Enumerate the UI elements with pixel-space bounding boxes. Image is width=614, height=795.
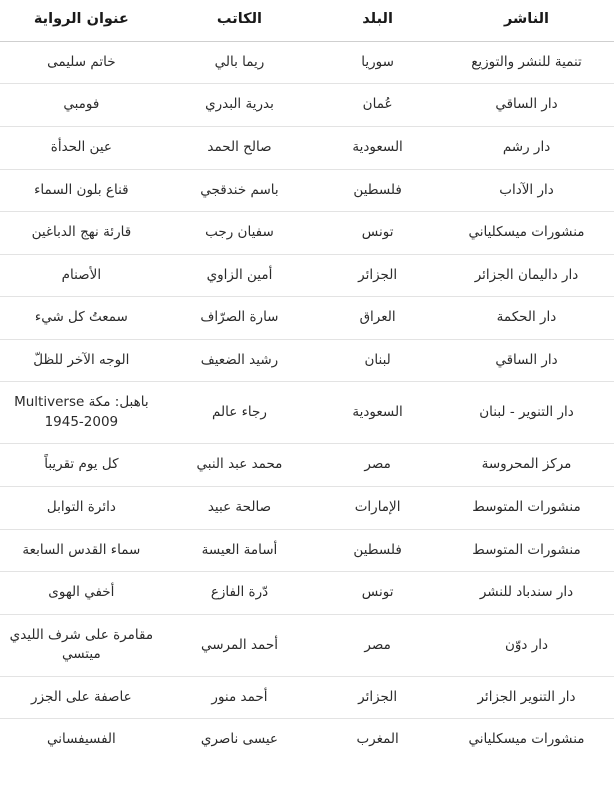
table-row — [0, 41, 614, 84]
table-row — [0, 614, 614, 676]
cell-title: سمعتُ كل شيء — [0, 297, 163, 340]
cell-country: السعودية — [316, 126, 439, 169]
cell-country: مصر — [316, 614, 439, 676]
cell-title: الفسيفساني — [46, 731, 116, 748]
cell-publisher: تنمية للنشر والتوزيع — [439, 41, 614, 84]
table-header — [0, 0, 614, 41]
cell-publisher: دار الساقي — [439, 339, 614, 382]
cell-author: باسم خندقجي — [163, 169, 317, 212]
cell-country: فلسطين — [316, 169, 439, 212]
cell-title: كل يوم تقريباً — [0, 444, 163, 487]
cell-author: رجاء عالم — [163, 382, 317, 444]
cell-title: عين الحدأة — [0, 126, 163, 169]
cell-author: دّرة الفازع — [163, 572, 317, 615]
table-row — [0, 719, 614, 761]
cell-country: سوريا — [316, 41, 439, 84]
cell-country: مصر — [316, 444, 439, 487]
table-row — [0, 126, 614, 169]
cell-title: عاصفة على الجزر — [0, 676, 163, 719]
cell-author: عيسى ناصري — [200, 731, 278, 748]
table-row — [0, 297, 614, 340]
cell-publisher: منشورات المتوسط — [439, 529, 614, 572]
cell-title: أخفي الهوى — [0, 572, 163, 615]
cell-country: عُمان — [316, 84, 439, 127]
cell-publisher: منشورات المتوسط — [439, 487, 614, 530]
column-header-country: البلد — [316, 0, 439, 41]
cell-publisher: مركز المحروسة — [439, 444, 614, 487]
cell-country: تونس — [316, 572, 439, 615]
table-row — [0, 382, 614, 444]
table-row — [0, 339, 614, 382]
cell-title: باهبل: مكة Multiverse 1945-2009 — [0, 382, 163, 444]
cell-author: أحمد المرسي — [163, 614, 317, 676]
cell-title: فومبي — [0, 84, 163, 127]
cell-country: الجزائر — [316, 254, 439, 297]
cell-country: المغرب — [356, 731, 399, 748]
cell-country: فلسطين — [316, 529, 439, 572]
cell-title: قارئة نهج الدباغين — [0, 212, 163, 255]
cell-author: أمين الزاوي — [163, 254, 317, 297]
cell-publisher: دار رشم — [439, 126, 614, 169]
table-row — [0, 529, 614, 572]
cell-publisher: منشورات ميسكلياني — [439, 212, 614, 255]
table-row — [0, 84, 614, 127]
cell-author: محمد عبد النبي — [163, 444, 317, 487]
cell-title: الأصنام — [0, 254, 163, 297]
column-header-author: الكاتب — [163, 0, 317, 41]
cell-author: سفيان رجب — [163, 212, 317, 255]
cell-title: الوجه الآخر للظلّ — [0, 339, 163, 382]
cell-author: ريما بالي — [163, 41, 317, 84]
table-row — [0, 572, 614, 615]
cell-author: صالح الحمد — [163, 126, 317, 169]
cell-title: دائرة التوابل — [0, 487, 163, 530]
cell-author: بدرية البدري — [163, 84, 317, 127]
column-header-title: عنوان الرواية — [0, 0, 163, 41]
table-row — [0, 444, 614, 487]
cell-title: قناع بلون السماء — [0, 169, 163, 212]
table-header-row — [0, 0, 614, 41]
cell-publisher: دار التنوير الجزائر — [439, 676, 614, 719]
cell-author: صالحة عبيد — [163, 487, 317, 530]
column-header-publisher: الناشر — [439, 0, 614, 41]
cell-author: رشيد الضعيف — [163, 339, 317, 382]
cell-publisher: دار التنوير - لبنان — [439, 382, 614, 444]
cell-country: تونس — [316, 212, 439, 255]
cell-publisher: دار الحكمة — [439, 297, 614, 340]
cell-country: العراق — [316, 297, 439, 340]
cell-publisher: منشورات ميسكلياني — [468, 731, 585, 748]
cell-publisher: دار الآداب — [439, 169, 614, 212]
cell-author: أسامة العيسة — [163, 529, 317, 572]
cell-publisher: دار سندباد للنشر — [439, 572, 614, 615]
table-row — [0, 169, 614, 212]
cell-publisher: دار داليمان الجزائر — [439, 254, 614, 297]
table-body — [0, 41, 614, 761]
table-row — [0, 487, 614, 530]
cell-title: سماء القدس السابعة — [0, 529, 163, 572]
cell-title: خاتم سليمى — [0, 41, 163, 84]
cell-country: لبنان — [316, 339, 439, 382]
cell-country: الجزائر — [316, 676, 439, 719]
cell-author: أحمد منور — [163, 676, 317, 719]
cell-country: الإمارات — [316, 487, 439, 530]
cell-publisher: دار الساقي — [439, 84, 614, 127]
table-row — [0, 212, 614, 255]
table-row — [0, 676, 614, 719]
table-row — [0, 254, 614, 297]
cell-publisher: دار دوّن — [439, 614, 614, 676]
cell-country: السعودية — [316, 382, 439, 444]
cell-author: سارة الصرّاف — [163, 297, 317, 340]
cell-title: مقامرة على شرف الليدي ميتسي — [0, 614, 163, 676]
